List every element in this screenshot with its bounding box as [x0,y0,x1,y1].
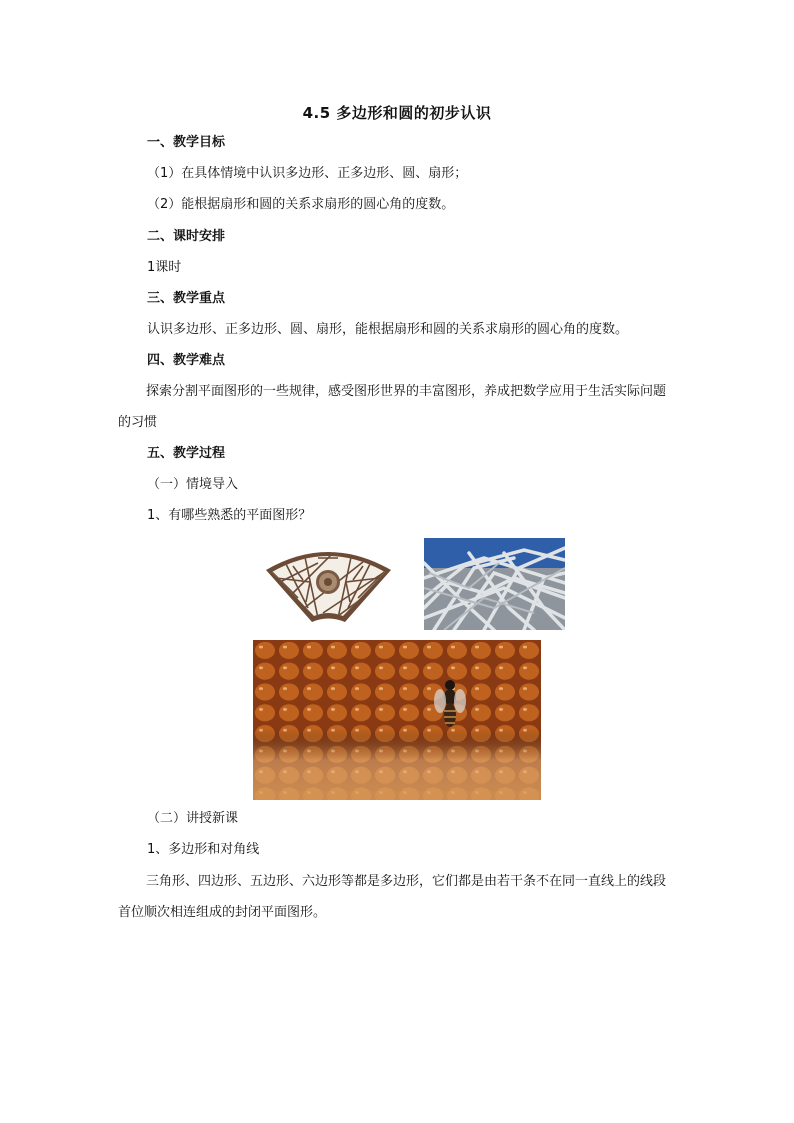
question-1: 1、有哪些熟悉的平面图形？ [147,508,312,523]
schedule-text: 1课时 [147,260,182,275]
section-heading-difficulties: 四、教学难点 [147,353,226,368]
honeycomb-with-bee-icon [253,640,541,800]
fan-window-image [258,538,399,630]
polygon-definition-text: 三角形、四边形、五边形、六边形等都是多边形，它们都是由若干条不在同一直线上的线段首位顺次相连组成的封闭平面图形。 [118,874,667,920]
section-heading-process: 五、教学过程 [147,446,226,461]
fan-shaped-lattice-window-icon [258,538,399,630]
section-heading-objectives: 一、教学目标 [147,135,226,150]
polygon-definition-paragraph [118,866,678,928]
objective-item-2: （2）能根据扇形和圆的关系求扇形的圆心角的度数。 [147,197,455,212]
section-heading-key-points: 三、教学重点 [147,291,226,306]
birds-nest-image [424,538,565,630]
difficulties-text: 探索分割平面图形的一些规律，感受图形世界的丰富图形，养成把数学应用于生活实际问题的习惯 [118,384,667,430]
item-polygons-diagonals: 1、多边形和对角线 [147,842,260,857]
subsection-introduction: （一）情境导入 [147,477,239,492]
key-points-text: 认识多边形、正多边形、圆、扇形，能根据扇形和圆的关系求扇形的圆心角的度数。 [147,322,629,337]
page-title: 4.5 多边形和圆的初步认识 [302,104,492,122]
subsection-new-lesson: （二）讲授新课 [147,811,239,826]
birds-nest-steel-structure-icon [424,538,565,630]
difficulties-paragraph [118,376,678,438]
section-heading-schedule: 二、课时安排 [147,229,226,244]
objective-item-1: （1）在具体情境中认识多边形、正多边形、圆、扇形； [147,166,468,181]
honeycomb-image [253,640,541,800]
